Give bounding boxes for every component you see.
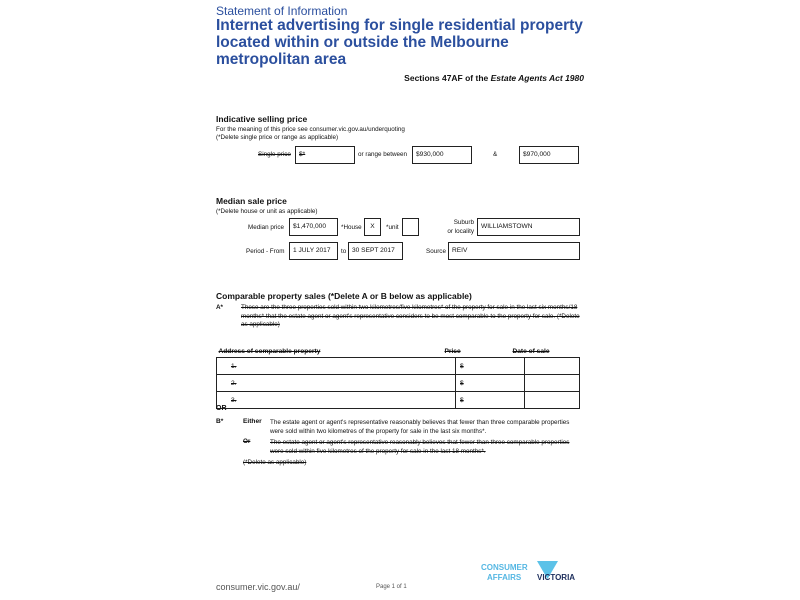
doc-type-label: Statement of Information [216, 4, 348, 18]
row-number: 1. [231, 362, 237, 370]
sections-prefix: Sections 47AF of the [404, 73, 491, 83]
row-number: 3. [231, 396, 237, 404]
row-price: $ [460, 379, 464, 387]
suburb-label [440, 218, 474, 236]
period-from-field[interactable]: 1 JULY 2017 [289, 242, 338, 260]
period-to-label: to [341, 248, 347, 255]
either-label: Either [243, 418, 262, 425]
range-low-field[interactable]: $930,000 [412, 146, 472, 164]
header-price: Price [444, 347, 461, 355]
indicative-heading: Indicative selling price [216, 114, 308, 124]
address-cell[interactable] [217, 392, 456, 409]
delete-note: (*Delete as applicable) [243, 459, 307, 466]
comparable-heading: Comparable property sales (*Delete A or B below as applicable) [216, 291, 472, 301]
row-price: $ [460, 396, 464, 404]
unit-checkbox[interactable] [402, 218, 419, 236]
median-heading: Median sale price [216, 196, 287, 206]
header-address: Address of comparable property [218, 347, 321, 355]
period-to-field[interactable]: 30 SEPT 2017 [348, 242, 403, 260]
address-cell[interactable] [217, 375, 456, 392]
or-separator: OR [216, 405, 227, 412]
suburb-label-line2: or locality [447, 228, 474, 235]
option-b-label: B* [216, 418, 224, 425]
logo-graphic [481, 559, 581, 585]
sections-reference [404, 73, 584, 83]
indicative-note-1: For the meaning of this price see consumer.vic.gov.au/underquoting [216, 126, 405, 133]
unit-label: *unit [386, 224, 399, 231]
consumer-affairs-victoria-logo [481, 559, 581, 585]
option-a-label: A* [216, 304, 223, 311]
date-cell[interactable] [525, 358, 580, 375]
or-option-text: The estate agent or agent's representative reasonably believes that fewer than three comparable properties were sold within five kilometres of the property for sale in the last 18 months*. [270, 439, 570, 455]
date-cell[interactable] [525, 375, 580, 392]
period-from-label: Period - From [246, 248, 285, 255]
footer-url[interactable]: consumer.vic.gov.au/ [216, 582, 300, 592]
range-high-field[interactable]: $970,000 [519, 146, 579, 164]
table-header-row [217, 346, 580, 358]
median-price-field[interactable]: $1,470,000 [289, 218, 338, 236]
page-number: Page 1 of 1 [376, 584, 407, 590]
source-field[interactable]: REIV [448, 242, 580, 260]
table-row [217, 392, 580, 409]
logo-text-affairs: AFFAIRS [487, 573, 522, 582]
single-price-value: $* [299, 151, 306, 158]
either-text: The estate agent or agent's representative reasonably believes that fewer than three comparable properties were sold within two kilometres of the property for sale in the last six months*. [270, 419, 570, 435]
logo-text-victoria: VICTORIA [537, 573, 576, 582]
date-cell[interactable] [525, 392, 580, 409]
single-price-label: Single price [258, 151, 291, 158]
range-label: or range between [358, 151, 408, 158]
address-cell[interactable] [217, 358, 456, 375]
house-label: *House [341, 224, 362, 231]
price-cell[interactable] [456, 375, 525, 392]
table-row [217, 375, 580, 392]
source-label: Source [426, 248, 446, 255]
price-cell[interactable] [456, 392, 525, 409]
single-price-field[interactable] [295, 146, 355, 164]
option-a-text: These are the three properties sold within two kilometres/five kilometres* of the property for sale in the last six months/18 months* that the estate agent or agent's representative considers to be most comparable to the property for sale. (*Delete as applicable) [241, 304, 580, 328]
act-name: Estate Agents Act 1980 [490, 73, 584, 83]
house-checkbox[interactable]: X [364, 218, 381, 236]
indicative-note-2: (*Delete single price or range as applicable) [216, 134, 339, 141]
price-cell[interactable] [456, 358, 525, 375]
document-title: Internet advertising for single residential property located within or outside the Melbourne metropolitan area [216, 17, 583, 68]
row-number: 2. [231, 379, 237, 387]
range-ampersand: & [493, 151, 498, 158]
table-row [217, 358, 580, 375]
table-header-cell [217, 346, 580, 358]
or-option-label: Or [243, 438, 251, 445]
row-price: $ [460, 362, 464, 370]
suburb-label-line1: Suburb [453, 219, 474, 226]
header-date: Date of sale [512, 347, 550, 355]
suburb-field[interactable]: WILLIAMSTOWN [477, 218, 580, 236]
logo-text-consumer: CONSUMER [481, 563, 528, 572]
median-price-label: Median price [248, 224, 285, 231]
median-note: (*Delete house or unit as applicable) [216, 208, 318, 215]
comparable-sales-table [216, 346, 580, 409]
